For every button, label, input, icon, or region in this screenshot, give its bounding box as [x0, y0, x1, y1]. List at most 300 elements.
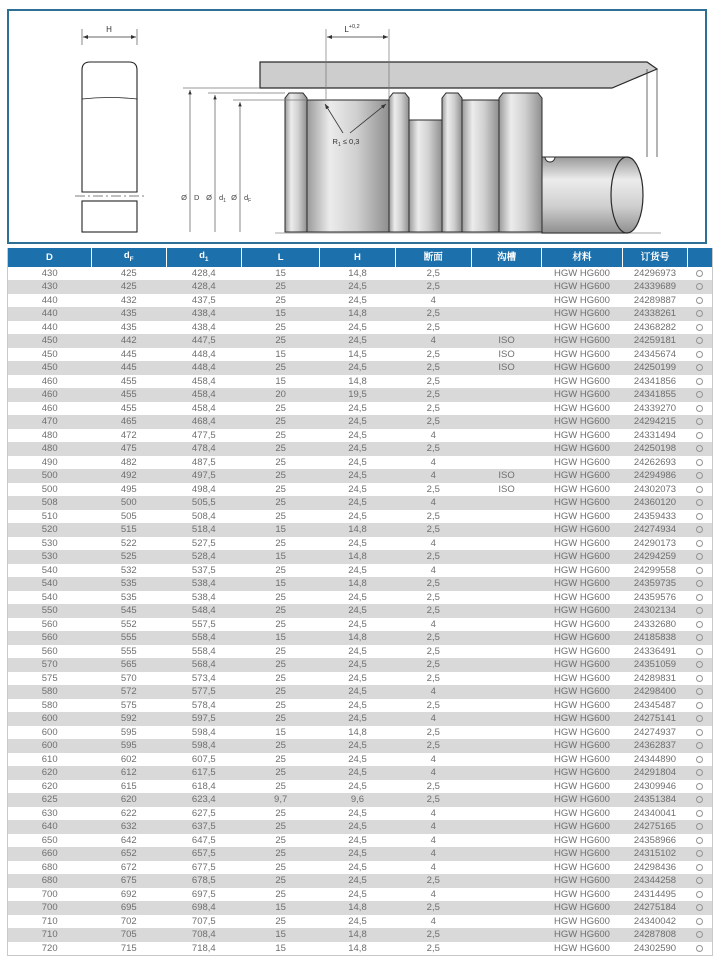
- table-row: [8, 807, 713, 821]
- cell-section: 2,5: [426, 645, 440, 657]
- table-row: [8, 888, 713, 902]
- cell-d1: 627,5: [191, 807, 216, 819]
- cell-section: 2,5: [426, 794, 440, 806]
- cell-D: 460: [41, 389, 58, 401]
- table-row: [8, 577, 713, 591]
- cell-section: 2,5: [426, 375, 440, 387]
- table-row: [8, 334, 713, 348]
- cell-dF: 500: [120, 497, 137, 509]
- cell-H: 24,5: [348, 591, 367, 603]
- cell-D: 540: [41, 564, 58, 576]
- cell-d1: 617,5: [191, 767, 216, 779]
- cell-dF: 435: [120, 321, 137, 333]
- cell-order-no: 24299558: [633, 564, 677, 576]
- seal-cross-section: [75, 62, 144, 232]
- shaft-end-face: [611, 157, 643, 233]
- cell-order-no: 24345674: [633, 348, 677, 360]
- cell-order-no: 24339270: [633, 402, 677, 414]
- cell-dF: 505: [120, 510, 137, 522]
- cell-H: 14,8: [348, 632, 367, 644]
- cell-material: HGW HG600: [554, 578, 610, 590]
- r1-radius-label: R1 ≤ 0,3: [332, 137, 360, 148]
- cell-stock: [688, 780, 713, 794]
- cell-stock: [688, 739, 713, 753]
- cell-dF: 445: [120, 362, 137, 374]
- cell-L: 25: [275, 321, 286, 333]
- cell-stock: [688, 415, 713, 429]
- cell-material: HGW HG600: [554, 618, 610, 630]
- cell-section: 4: [430, 848, 436, 860]
- column-header-D: D: [8, 248, 92, 267]
- cell-section: 4: [430, 564, 436, 576]
- cell-section: 2,5: [426, 483, 440, 495]
- in-stock-circle-icon: [696, 742, 703, 749]
- in-stock-circle-icon: [696, 904, 703, 911]
- cell-order-no: 24262693: [633, 456, 677, 468]
- cell-H: 14,8: [348, 524, 367, 536]
- cell-order-no: 24302134: [633, 605, 677, 617]
- cell-material: HGW HG600: [554, 915, 610, 927]
- in-stock-circle-icon: [696, 337, 703, 344]
- cell-L: 25: [275, 362, 286, 374]
- cell-section: 2,5: [426, 362, 440, 374]
- cell-d1: 623,4: [191, 794, 216, 806]
- table-row: [8, 672, 713, 686]
- cell-D: 440: [41, 308, 58, 320]
- cell-dF: 425: [120, 281, 137, 293]
- table-row: [8, 564, 713, 578]
- cell-section: 4: [430, 767, 436, 779]
- cell-stock: [688, 280, 713, 294]
- cell-groove: [471, 402, 541, 416]
- table-row: [8, 685, 713, 699]
- cell-stock: [688, 699, 713, 713]
- cell-d1: 568,4: [191, 659, 216, 671]
- cell-section: 2,5: [426, 740, 440, 752]
- cell-section: 2,5: [426, 389, 440, 401]
- cell-d1: 447,5: [191, 335, 216, 347]
- table-row: [8, 901, 713, 915]
- cell-dF: 702: [120, 915, 137, 927]
- cell-order-no: 24339689: [633, 281, 677, 293]
- seal-profile-outline: [82, 62, 137, 192]
- cell-stock: [688, 496, 713, 510]
- cell-H: 24,5: [348, 483, 367, 495]
- cell-L: 25: [275, 483, 286, 495]
- cell-d1: 498,4: [191, 483, 216, 495]
- in-stock-circle-icon: [696, 418, 703, 425]
- cell-d1: 478,4: [191, 443, 216, 455]
- cell-stock: [688, 942, 713, 956]
- in-stock-circle-icon: [696, 391, 703, 398]
- cell-dF: 472: [120, 429, 137, 441]
- cell-stock: [688, 861, 713, 875]
- cell-H: 24,5: [348, 888, 367, 900]
- cell-order-no: 24362837: [633, 740, 677, 752]
- cell-dF: 432: [120, 294, 137, 306]
- cell-groove: [471, 753, 541, 767]
- in-stock-circle-icon: [696, 607, 703, 614]
- cell-H: 14,8: [348, 578, 367, 590]
- cell-dF: 632: [120, 821, 137, 833]
- table-row: [8, 483, 713, 497]
- cell-H: 14,5: [348, 348, 367, 360]
- cell-H: 14,8: [348, 267, 367, 279]
- cell-groove: ISO: [498, 362, 515, 374]
- cell-section: 2,5: [426, 308, 440, 320]
- cell-D: 660: [41, 848, 58, 860]
- cell-dF: 455: [120, 402, 137, 414]
- cell-L: 25: [275, 618, 286, 630]
- table-row: [8, 820, 713, 834]
- cell-order-no: 24291804: [633, 767, 677, 779]
- cell-d1: 647,5: [191, 834, 216, 846]
- shaft-ring: [285, 93, 307, 232]
- cell-section: 4: [430, 294, 436, 306]
- cell-d1: 458,4: [191, 402, 216, 414]
- cell-order-no: 24368282: [633, 321, 677, 333]
- cell-H: 9,6: [350, 794, 365, 806]
- cell-stock: [688, 915, 713, 929]
- cell-stock: [688, 672, 713, 686]
- product-spec-table: [7, 248, 713, 956]
- cell-d1: 573,4: [191, 672, 216, 684]
- cell-material: HGW HG600: [554, 848, 610, 860]
- in-stock-circle-icon: [696, 351, 703, 358]
- cell-L: 25: [275, 753, 286, 765]
- cell-D: 600: [41, 726, 58, 738]
- table-row: [8, 915, 713, 929]
- cell-order-no: 24359576: [633, 591, 677, 603]
- cell-section: 2,5: [426, 780, 440, 792]
- cell-order-no: 24275141: [633, 713, 677, 725]
- cell-section: 2,5: [426, 726, 440, 738]
- cell-D: 680: [41, 875, 58, 887]
- cell-material: HGW HG600: [554, 470, 610, 482]
- cell-d1: 718,4: [191, 942, 216, 954]
- cell-groove: [471, 510, 541, 524]
- cell-groove: [471, 307, 541, 321]
- cell-material: HGW HG600: [554, 308, 610, 320]
- cell-order-no: 24290173: [633, 537, 677, 549]
- cell-d1: 678,5: [191, 875, 216, 887]
- cell-dF: 595: [120, 726, 137, 738]
- cell-H: 24,5: [348, 564, 367, 576]
- cell-order-no: 24351384: [633, 794, 677, 806]
- table-body: [8, 267, 713, 956]
- cell-H: 24,5: [348, 915, 367, 927]
- cell-dF: 652: [120, 848, 137, 860]
- in-stock-circle-icon: [696, 580, 703, 587]
- cell-H: 24,5: [348, 659, 367, 671]
- cell-L: 25: [275, 537, 286, 549]
- cell-L: 25: [275, 848, 286, 860]
- cell-groove: [471, 888, 541, 902]
- technical-drawing: [9, 11, 705, 242]
- cell-groove: ISO: [498, 348, 515, 360]
- cell-material: HGW HG600: [554, 321, 610, 333]
- cell-H: 24,5: [348, 861, 367, 873]
- cell-D: 470: [41, 416, 58, 428]
- cell-order-no: 24314495: [633, 888, 677, 900]
- in-stock-circle-icon: [696, 837, 703, 844]
- table-row: [8, 928, 713, 942]
- cell-d1: 528,4: [191, 551, 216, 563]
- cell-d1: 448,4: [191, 348, 216, 360]
- cell-D: 700: [41, 888, 58, 900]
- cell-material: HGW HG600: [554, 537, 610, 549]
- cell-stock: [688, 577, 713, 591]
- cell-H: 24,5: [348, 429, 367, 441]
- cell-groove: [471, 537, 541, 551]
- cell-L: 15: [275, 726, 286, 738]
- in-stock-circle-icon: [696, 283, 703, 290]
- cell-stock: [688, 753, 713, 767]
- cell-order-no: 24358966: [633, 834, 677, 846]
- cell-L: 15: [275, 348, 286, 360]
- table-row: [8, 469, 713, 483]
- cell-d1: 598,4: [191, 726, 216, 738]
- cell-D: 560: [41, 645, 58, 657]
- cell-groove: [471, 699, 541, 713]
- cell-section: 2,5: [426, 524, 440, 536]
- cell-material: HGW HG600: [554, 483, 610, 495]
- cell-order-no: 24315102: [633, 848, 677, 860]
- cell-order-no: 24309946: [633, 780, 677, 792]
- cell-D: 600: [41, 713, 58, 725]
- cell-material: HGW HG600: [554, 699, 610, 711]
- cell-D: 710: [41, 929, 58, 941]
- cell-d1: 538,4: [191, 591, 216, 603]
- seal-lip-line: [82, 98, 137, 100]
- cell-d1: 477,5: [191, 429, 216, 441]
- cell-dF: 515: [120, 524, 137, 536]
- cell-L: 25: [275, 564, 286, 576]
- cell-L: 15: [275, 551, 286, 563]
- cell-stock: [688, 550, 713, 564]
- cell-groove: [471, 442, 541, 456]
- cell-H: 24,5: [348, 713, 367, 725]
- cell-H: 24,5: [348, 281, 367, 293]
- cell-order-no: 24289887: [633, 294, 677, 306]
- cell-section: 2,5: [426, 632, 440, 644]
- cell-groove: [471, 523, 541, 537]
- cell-material: HGW HG600: [554, 659, 610, 671]
- cell-H: 24,5: [348, 321, 367, 333]
- cell-D: 480: [41, 443, 58, 455]
- in-stock-circle-icon: [696, 945, 703, 952]
- in-stock-circle-icon: [696, 648, 703, 655]
- cell-L: 25: [275, 767, 286, 779]
- cell-dF: 622: [120, 807, 137, 819]
- cell-D: 710: [41, 915, 58, 927]
- cell-groove: [471, 901, 541, 915]
- cell-D: 680: [41, 861, 58, 873]
- cell-L: 25: [275, 807, 286, 819]
- in-stock-circle-icon: [696, 715, 703, 722]
- cell-groove: [471, 294, 541, 308]
- cell-section: 4: [430, 888, 436, 900]
- cell-section: 2,5: [426, 510, 440, 522]
- cell-L: 15: [275, 578, 286, 590]
- cell-H: 24,5: [348, 780, 367, 792]
- cell-L: 25: [275, 281, 286, 293]
- cell-d1: 537,5: [191, 564, 216, 576]
- h-dimension: [82, 25, 137, 45]
- cell-order-no: 24298400: [633, 686, 677, 698]
- cell-order-no: 24274934: [633, 524, 677, 536]
- cell-H: 14,8: [348, 942, 367, 954]
- cell-stock: [688, 847, 713, 861]
- cell-d1: 578,4: [191, 699, 216, 711]
- cell-material: HGW HG600: [554, 686, 610, 698]
- dia-dF-prefix: Ø: [231, 193, 237, 202]
- cell-groove: [471, 550, 541, 564]
- column-header-groove: 沟槽: [471, 248, 541, 267]
- cell-d1: 677,5: [191, 861, 216, 873]
- cell-D: 440: [41, 321, 58, 333]
- cell-order-no: 24359433: [633, 510, 677, 522]
- cell-groove: [471, 631, 541, 645]
- table-row: [8, 415, 713, 429]
- cell-dF: 555: [120, 645, 137, 657]
- cell-section: 2,5: [426, 551, 440, 563]
- cell-groove: [471, 591, 541, 605]
- cell-groove: [471, 577, 541, 591]
- cell-groove: [471, 793, 541, 807]
- cell-L: 25: [275, 470, 286, 482]
- cell-d1: 448,4: [191, 362, 216, 374]
- cell-dF: 570: [120, 672, 137, 684]
- cell-groove: [471, 847, 541, 861]
- cell-dF: 692: [120, 888, 137, 900]
- cell-D: 575: [41, 672, 58, 684]
- cell-material: HGW HG600: [554, 888, 610, 900]
- cell-stock: [688, 928, 713, 942]
- cell-D: 480: [41, 429, 58, 441]
- cell-H: 24,5: [348, 497, 367, 509]
- cell-L: 25: [275, 605, 286, 617]
- cell-D: 580: [41, 686, 58, 698]
- cell-dF: 455: [120, 389, 137, 401]
- cell-L: 15: [275, 942, 286, 954]
- cell-groove: [471, 321, 541, 335]
- cell-material: HGW HG600: [554, 429, 610, 441]
- cell-H: 24,5: [348, 848, 367, 860]
- cell-section: 2,5: [426, 591, 440, 603]
- cell-dF: 575: [120, 699, 137, 711]
- cell-material: HGW HG600: [554, 821, 610, 833]
- cell-section: 4: [430, 753, 436, 765]
- cell-D: 508: [41, 497, 58, 509]
- table-row: [8, 496, 713, 510]
- cell-d1: 487,5: [191, 456, 216, 468]
- cell-L: 25: [275, 686, 286, 698]
- cell-order-no: 24259181: [633, 335, 677, 347]
- dia-d1-label: d1: [219, 193, 226, 204]
- in-stock-circle-icon: [696, 324, 703, 331]
- cell-section: 4: [430, 807, 436, 819]
- cell-H: 24,5: [348, 335, 367, 347]
- cell-groove: [471, 834, 541, 848]
- cell-section: 2,5: [426, 659, 440, 671]
- cell-material: HGW HG600: [554, 497, 610, 509]
- cell-H: 24,5: [348, 510, 367, 522]
- cell-order-no: 24340041: [633, 807, 677, 819]
- table-row: [8, 658, 713, 672]
- cell-section: 2,5: [426, 402, 440, 414]
- cell-stock: [688, 442, 713, 456]
- cell-groove: [471, 726, 541, 740]
- in-stock-circle-icon: [696, 850, 703, 857]
- cell-dF: 695: [120, 902, 137, 914]
- in-stock-circle-icon: [696, 310, 703, 317]
- in-stock-circle-icon: [696, 499, 703, 506]
- cell-dF: 675: [120, 875, 137, 887]
- in-stock-circle-icon: [696, 675, 703, 682]
- cell-L: 25: [275, 888, 286, 900]
- cell-d1: 597,5: [191, 713, 216, 725]
- in-stock-circle-icon: [696, 378, 703, 385]
- cell-L: 25: [275, 713, 286, 725]
- h-dimension-label: H: [106, 25, 112, 34]
- cell-H: 14,8: [348, 375, 367, 387]
- cell-d1: 538,4: [191, 578, 216, 590]
- cell-H: 24,5: [348, 443, 367, 455]
- cell-H: 24,5: [348, 672, 367, 684]
- cell-dF: 535: [120, 591, 137, 603]
- cell-d1: 527,5: [191, 537, 216, 549]
- cell-stock: [688, 429, 713, 443]
- in-stock-circle-icon: [696, 661, 703, 668]
- cell-stock: [688, 807, 713, 821]
- cell-section: 4: [430, 821, 436, 833]
- cell-H: 24,5: [348, 470, 367, 482]
- cell-stock: [688, 469, 713, 483]
- table-row: [8, 442, 713, 456]
- cell-d1: 607,5: [191, 753, 216, 765]
- cell-L: 25: [275, 875, 286, 887]
- cell-material: HGW HG600: [554, 591, 610, 603]
- cell-D: 620: [41, 767, 58, 779]
- table-row: [8, 726, 713, 740]
- cell-D: 460: [41, 375, 58, 387]
- cell-L: 25: [275, 645, 286, 657]
- cell-groove: [471, 942, 541, 956]
- cell-d1: 558,4: [191, 645, 216, 657]
- cell-order-no: 24185838: [633, 632, 677, 644]
- cell-D: 630: [41, 807, 58, 819]
- in-stock-circle-icon: [696, 931, 703, 938]
- in-stock-circle-icon: [696, 864, 703, 871]
- cell-stock: [688, 483, 713, 497]
- cell-D: 500: [41, 470, 58, 482]
- table-row: [8, 793, 713, 807]
- cell-material: HGW HG600: [554, 335, 610, 347]
- cell-material: HGW HG600: [554, 375, 610, 387]
- cell-stock: [688, 361, 713, 375]
- cell-section: 4: [430, 713, 436, 725]
- cell-material: HGW HG600: [554, 740, 610, 752]
- cell-H: 24,5: [348, 618, 367, 630]
- cell-D: 650: [41, 834, 58, 846]
- cell-H: 14,8: [348, 551, 367, 563]
- in-stock-circle-icon: [696, 553, 703, 560]
- cell-D: 610: [41, 753, 58, 765]
- cell-dF: 642: [120, 834, 137, 846]
- shaft-ring: [442, 93, 462, 232]
- cell-dF: 565: [120, 659, 137, 671]
